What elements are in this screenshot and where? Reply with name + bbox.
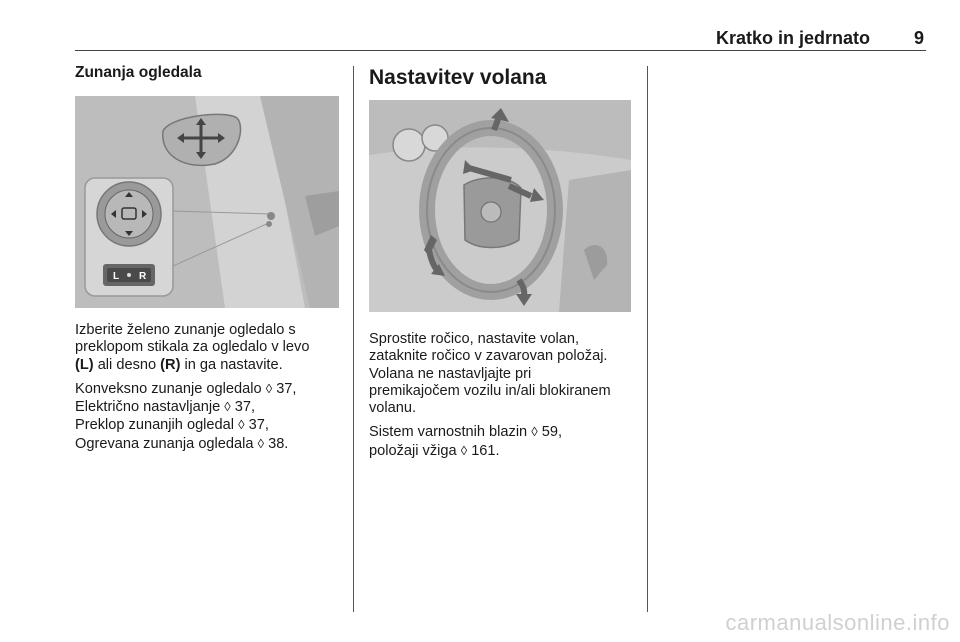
steering-references <box>369 423 639 460</box>
ref-link[interactable]: Električno nastavljanje ◊ 37, <box>75 399 256 416</box>
column-divider <box>647 66 648 612</box>
ref-link[interactable]: Preklop zunanjih ogledal ◊ 37, <box>75 417 269 434</box>
ref-link[interactable]: položaji vžiga ◊ 161. <box>369 442 500 459</box>
key-r: (R) <box>160 356 181 373</box>
mirrors-references <box>75 380 347 453</box>
ref-link[interactable]: Ogrevana zunanja ogledala ◊ 38. <box>75 435 289 452</box>
page-number: 9 <box>913 28 924 48</box>
key-l: (L) <box>75 356 94 373</box>
mirror-illustration <box>75 96 339 308</box>
section-title-mirrors: Zunanja ogledala <box>75 64 202 81</box>
mirrors-paragraph: Izberite želeno zunanje ogledalo s preklopom stikala za ogledalo v levo (L) ali desno (R) in ga nastavite. <box>75 322 310 373</box>
steering-figure <box>369 100 631 312</box>
switch-label-r: R <box>139 271 147 282</box>
ref-link[interactable]: Sistem varnostnih blazin ◊ 59, <box>369 424 563 441</box>
header-title: Kratko in jedrnato <box>715 28 870 48</box>
steering-text <box>369 331 639 466</box>
steering-illustration <box>369 100 631 312</box>
watermark: carmanualsonline.info <box>725 610 950 635</box>
page-header <box>75 28 926 51</box>
column-divider <box>353 66 354 612</box>
ref-link[interactable]: Konveksno zunanje ogledalo ◊ 37, <box>75 380 297 397</box>
switch-label-l: L <box>113 271 120 282</box>
mirror-figure <box>75 96 339 308</box>
section-title-steering: Nastavitev volana <box>369 66 547 89</box>
steering-paragraph: Sprostite ročico, nastavite volan, zataknite ročico v zavarovan položaj. Volana ne nastavljajte pri premikajočem vozilu in/ali blokiranem volanu. <box>369 331 611 417</box>
mirrors-text <box>75 322 347 459</box>
